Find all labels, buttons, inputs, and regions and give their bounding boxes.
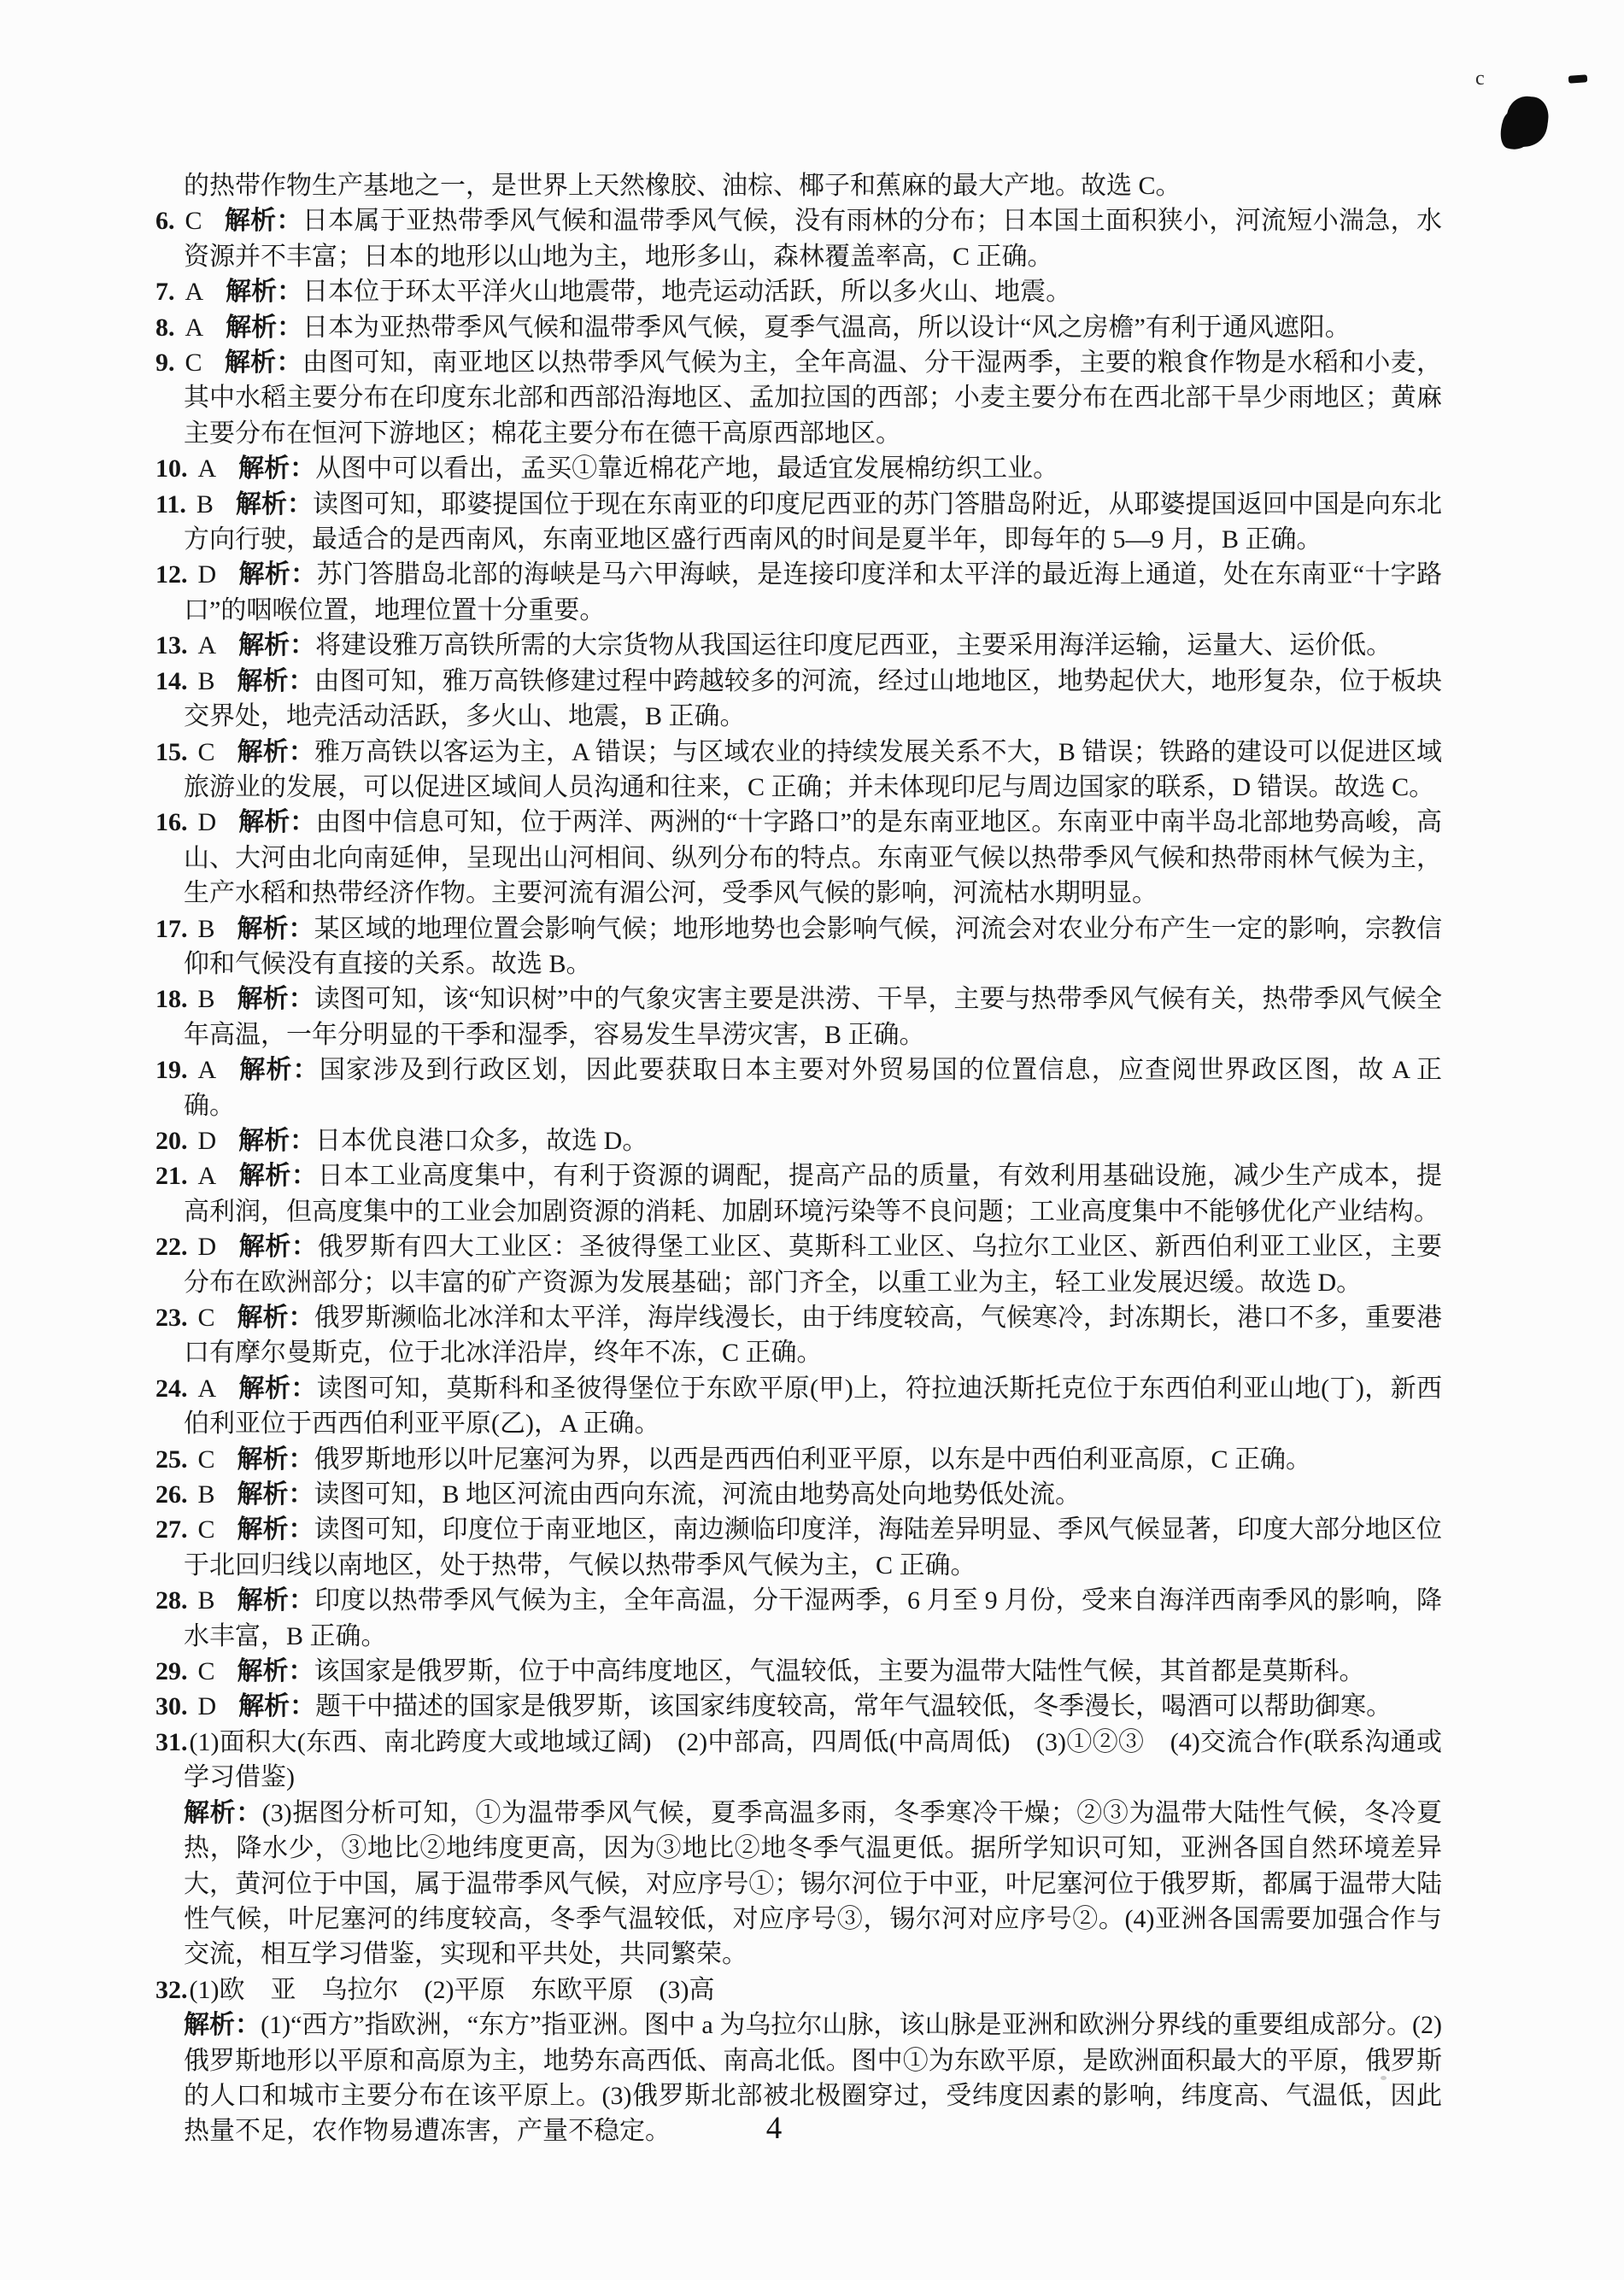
analysis-label: 解析： (237, 1586, 315, 1615)
item-number: 21. (155, 1162, 188, 1191)
item-number: 22. (155, 1233, 188, 1262)
item-number: 19. (155, 1056, 188, 1085)
item-number: 6. (155, 207, 175, 236)
answer-item (155, 451, 1442, 486)
answer-letter: B (196, 489, 214, 519)
analysis-label: 解析： (237, 737, 314, 766)
answer-item (155, 1371, 1442, 1442)
analysis-text: 该国家是俄罗斯，位于中高纬度地区，气温较低，主要为温带大陆性气候，其首都是莫斯科。 (314, 1657, 1365, 1686)
analysis-text: 国家涉及到行政区划，因此要获取日本主要对外贸易国的位置信息，应查阅世界政区图，故 A 正确。 (184, 1056, 1443, 1120)
analysis-text: 的热带作物生产基地之一，是世界上天然橡胶、油棕、椰子和蕉麻的最大产地。故选 C。 (184, 172, 1181, 200)
analysis-label: 解析： (224, 207, 302, 236)
item-number: 8. (155, 313, 175, 342)
analysis-label: 解析： (184, 2011, 261, 2040)
analysis-label: 解析： (238, 631, 316, 660)
item-number: 12. (155, 560, 188, 589)
answer-letter: A (185, 313, 204, 342)
answer-letter: A (197, 1374, 217, 1403)
analysis-text: (1)“西方”指欧洲，“东方”指亚洲。图中 a 为乌拉尔山脉，该山脉是亚洲和欧洲分界线的重要组成部分。(2)俄罗斯地形以平原和高原为主，地势东高西低、南高北低。图中①为东欧平原，是欧洲面积最大的平原，俄罗斯的人口和城市主要分布在该平原上。(3)俄罗斯北部被北极圈穿过，受纬度因素的影响，纬度高、气温低，因此热量不足，农作物易遭冻害，产量不稳定。 (184, 2011, 1442, 2146)
corner-letter-mark: c (1475, 67, 1485, 90)
item-number: 31. (155, 1727, 188, 1756)
answer-item (155, 1972, 1442, 2007)
answer-item (155, 735, 1442, 806)
answer-letter: C (185, 349, 202, 378)
analysis-text: 题干中描述的国家是俄罗斯，该国家纬度较高，常年气温较低，冬季漫长，喝酒可以帮助御寒。 (315, 1692, 1392, 1721)
answer-item (155, 1442, 1442, 1477)
answer-letter: D (197, 808, 217, 837)
analysis-label: 解析： (226, 313, 303, 342)
analysis-label: 解析： (237, 1515, 314, 1544)
analysis-label: 解析： (238, 1692, 316, 1721)
answer-letter: D (197, 1692, 217, 1721)
item-number: 14. (155, 666, 188, 695)
answer-item (155, 664, 1442, 735)
item-number: 30. (155, 1692, 188, 1721)
page-number: 4 (765, 2111, 783, 2146)
answer-letter: C (197, 1445, 215, 1474)
answer-letter: B (197, 1586, 215, 1615)
analysis-label: 解析： (237, 914, 314, 943)
answer-letter: A (185, 278, 204, 307)
answer-letter: C (197, 1657, 215, 1686)
item-number: 16. (155, 808, 188, 837)
answer-letter: D (197, 1233, 217, 1262)
analysis-text: 雅万高铁以客运为主，A 错误；与区域农业的持续发展关系不大，B 错误；铁路的建设可以促进区域旅游业的发展，可以促进区域间人员沟通和往来，C 正确；并未体现印尼与周边国家的联系，D 错误。故选 C。 (184, 737, 1442, 801)
answer-letter: B (197, 1480, 215, 1509)
analysis-text: (3)据图分析可知，①为温带季风气候，夏季高温多雨，冬季寒冷干燥；②③为温带大陆性气候，冬冷夏热，降水少，③地比②地纬度更高，因为③地比②地冬季气温更低。据所学知识可知，亚洲各国自然环境差异大，黄河位于中国，属于温带季风气候，对应序号①；锡尔河位于中亚，叶尼塞河位于俄罗斯，都属于温带大陆性气候，叶尼塞河的纬度较高，冬季气温较低，对应序号③，锡尔河对应序号②。(4)亚洲各国需要加强合作与交流，相互学习借鉴，实现和平共处，共同繁荣。 (184, 1798, 1443, 1969)
analysis-text: 读图可知，B 地区河流由西向东流，河流由地势高处向地势低处流。 (314, 1480, 1082, 1509)
analysis-label: 解析： (226, 278, 303, 307)
answer-item (155, 1477, 1442, 1512)
analysis-label: 解析： (237, 666, 314, 695)
answer-letter: C (185, 207, 202, 236)
answer-letter: B (197, 666, 215, 695)
answer-item (155, 805, 1442, 911)
item-number: 7. (155, 278, 175, 307)
analysis-text: 某区域的地理位置会影响气候；地形地势也会影响气候，河流会对农业分布产生一定的影响，宗教信仰和气候没有直接的关系。故选 B。 (184, 914, 1443, 978)
item-number: 25. (155, 1445, 188, 1474)
analysis-label: 解析： (224, 349, 302, 378)
item-number: 28. (155, 1586, 188, 1615)
analysis-text: 从图中可以看出，孟买①靠近棉花产地，最适宜发展棉纺织工业。 (315, 454, 1059, 484)
answer-item (155, 310, 1442, 345)
item-number: 20. (155, 1126, 188, 1155)
answers-text: (1)面积大(东西、南北跨度大或地域辽阔) (2)中部高，四周低(中高周低) (3)①②③ (4)交流合作(联系沟通或学习借鉴) (184, 1727, 1442, 1792)
answer-letter: B (197, 914, 215, 943)
answer-item (155, 557, 1442, 628)
answer-item (155, 1654, 1442, 1689)
analysis-label: 解析： (238, 1162, 318, 1191)
answer-item (155, 1123, 1442, 1158)
answer-item (155, 1725, 1442, 1796)
answer-item (155, 1300, 1442, 1371)
item-number: 29. (155, 1657, 188, 1686)
analysis-label: 解析： (237, 1657, 314, 1686)
answer-item (155, 1583, 1442, 1654)
analysis-text: 读图可知，莫斯科和圣彼得堡位于东欧平原(甲)上，符拉迪沃斯托克位于东西伯利亚山地(丁)，新西伯利亚位于西西伯利亚平原(乙)，A 正确。 (184, 1374, 1442, 1439)
item-number: 17. (155, 914, 188, 943)
item-number: 10. (155, 454, 188, 484)
ink-blob-artifact (1498, 91, 1555, 154)
analysis-text: 俄罗斯濒临北冰洋和太平洋，海岸线漫长，由于纬度较高，气候寒冷，封冻期长，港口不多，重要港口有摩尔曼斯克，位于北冰洋沿岸，终年不冻，C 正确。 (184, 1304, 1443, 1368)
item-number: 13. (155, 631, 188, 660)
answer-letter: C (197, 1515, 215, 1544)
analysis-label: 解析： (238, 1056, 320, 1085)
analysis-text: 印度以热带季风气候为主，全年高温，分干湿两季，6 月至 9 月份，受来自海洋西南季风的影响，降水丰富，B 正确。 (184, 1586, 1443, 1650)
answer-item (155, 1229, 1442, 1300)
analysis-label: 解析： (238, 560, 317, 589)
analysis-text: 日本优良港口众多，故选 D。 (315, 1126, 648, 1155)
answer-item (155, 1512, 1442, 1583)
answer-letter: A (197, 1162, 217, 1191)
analysis-text: 读图可知，该“知识树”中的气象灾害主要是洪涝、干旱，主要与热带季风气候有关，热带季风气候全年高温，一年分明显的干季和湿季，容易发生旱涝灾害，B 正确。 (184, 985, 1442, 1049)
answer-letter: A (197, 454, 217, 484)
analysis-text: 将建设雅万高铁所需的大宗货物从我国运往印度尼西亚，主要采用海洋运输，运量大、运价低。 (315, 631, 1392, 660)
analysis-text: 由图中信息可知，位于两洋、两洲的“十字路口”的是东南亚地区。东南亚中南半岛北部地势高峻，高山、大河由北向南延伸，呈现出山河相间、纵列分布的特点。东南亚气候以热带季风气候和热带雨林气候为主，生产水稻和热带经济作物。主要河流有湄公河，受季风气候的影响，河流枯水期明显。 (184, 808, 1442, 908)
answer-item (155, 1689, 1442, 1724)
answer-item (155, 911, 1442, 982)
analysis-text: 俄罗斯地形以叶尼塞河为界，以西是西西伯利亚平原，以东是中西伯利亚高原，C 正确。 (314, 1445, 1312, 1474)
answer-letter: B (197, 985, 215, 1014)
analysis-text: 日本属于亚热带季风气候和温带季风气候，没有雨林的分布；日本国土面积狭小，河流短小湍急，水资源并不丰富；日本的地形以山地为主，地形多山，森林覆盖率高，C 正确。 (184, 207, 1443, 271)
item-number: 18. (155, 985, 188, 1014)
answer-item (155, 628, 1442, 663)
analysis-label: 解析： (235, 489, 314, 519)
answers-text: (1)欧 亚 乌拉尔 (2)平原 东欧平原 (3)高 (189, 1975, 715, 2004)
analysis-text: 日本位于环太平洋火山地震带，地壳运动活跃，所以多火山、地震。 (302, 278, 1072, 307)
answer-item (155, 487, 1442, 558)
item-number: 26. (155, 1480, 188, 1509)
explanation-paragraph (155, 1796, 1442, 1972)
scan-dash-artifact (1568, 74, 1588, 84)
analysis-label: 解析： (238, 808, 316, 837)
analysis-text: 日本为亚热带季风气候和温带季风气候，夏季气温高，所以设计“风之房檐”有利于通风遮阳。 (302, 313, 1351, 342)
answer-item (155, 982, 1442, 1052)
item-number: 15. (155, 737, 188, 766)
item-number: 24. (155, 1374, 188, 1403)
item-number: 9. (155, 349, 175, 378)
item-number: 23. (155, 1304, 188, 1332)
item-number: 27. (155, 1515, 188, 1544)
analysis-text: 读图可知，印度位于南亚地区，南边濒临印度洋，海陆差异明显、季风气候显著，印度大部分地区位于北回归线以南地区，处于热带，气候以热带季风气候为主，C 正确。 (184, 1515, 1443, 1580)
item-number: 32. (155, 1975, 188, 2004)
analysis-label: 解析： (237, 1304, 314, 1332)
item-number: 11. (155, 489, 186, 519)
analysis-label: 解析： (238, 1374, 317, 1403)
analysis-text: 俄罗斯有四大工业区：圣彼得堡工业区、莫斯科工业区、乌拉尔工业区、新西伯利亚工业区，主要分布在欧洲部分；以丰富的矿产资源为发展基础；部门齐全，以重工业为主，轻工业发展迟缓。故选 D。 (184, 1233, 1443, 1297)
answers-list (155, 168, 1442, 2149)
analysis-text: 日本工业高度集中，有利于资源的调配，提高产品的质量，有效利用基础设施，减少生产成本，提高利润，但高度集中的工业会加剧资源的消耗、加剧环境污染等不良问题；工业高度集中不能够优化产业结构。 (184, 1162, 1443, 1226)
analysis-label: 解析： (238, 1126, 316, 1155)
analysis-label: 解析： (184, 1798, 262, 1827)
answer-item (155, 203, 1442, 274)
analysis-label: 解析： (238, 1233, 318, 1262)
answer-item (155, 1052, 1442, 1123)
continuation-paragraph (155, 168, 1442, 203)
answer-letter: A (197, 631, 217, 660)
analysis-text: 由图可知，南亚地区以热带季风气候为主，全年高温、分干湿两季，主要的粮食作物是水稻和小麦，其中水稻主要分布在印度东北部和西部沿海地区、孟加拉国的西部；小麦主要分布在西北部干旱少雨地区；黄麻主要分布在恒河下游地区；棉花主要分布在德干高原西部地区。 (184, 349, 1443, 448)
answer-item (155, 1158, 1442, 1229)
analysis-label: 解析： (238, 454, 316, 484)
answer-letter: A (197, 1056, 217, 1085)
analysis-label: 解析： (237, 1445, 314, 1474)
answer-letter: C (197, 1304, 215, 1332)
answer-letter: C (197, 737, 215, 766)
analysis-label: 解析： (237, 985, 314, 1014)
answer-letter: D (197, 1126, 217, 1155)
analysis-label: 解析： (237, 1480, 314, 1509)
answer-letter: D (197, 560, 217, 589)
answer-item (155, 345, 1442, 451)
answer-item (155, 274, 1442, 309)
analysis-text: 读图可知，耶婆提国位于现在东南亚的印度尼西亚的苏门答腊岛附近，从耶婆提国返回中国是向东北方向行驶，最适合的是西南风，东南亚地区盛行西南风的时间是夏半年，即每年的 5—9 月，B 正确。 (184, 489, 1443, 554)
analysis-text: 由图可知，雅万高铁修建过程中跨越较多的河流，经过山地地区，地势起伏大，地形复杂，位于板块交界处，地壳活动活跃，多火山、地震，B 正确。 (184, 666, 1443, 731)
analysis-text: 苏门答腊岛北部的海峡是马六甲海峡，是连接印度洋和太平洋的最近海上通道，处在东南亚“十字路口”的咽喉位置，地理位置十分重要。 (184, 560, 1442, 624)
